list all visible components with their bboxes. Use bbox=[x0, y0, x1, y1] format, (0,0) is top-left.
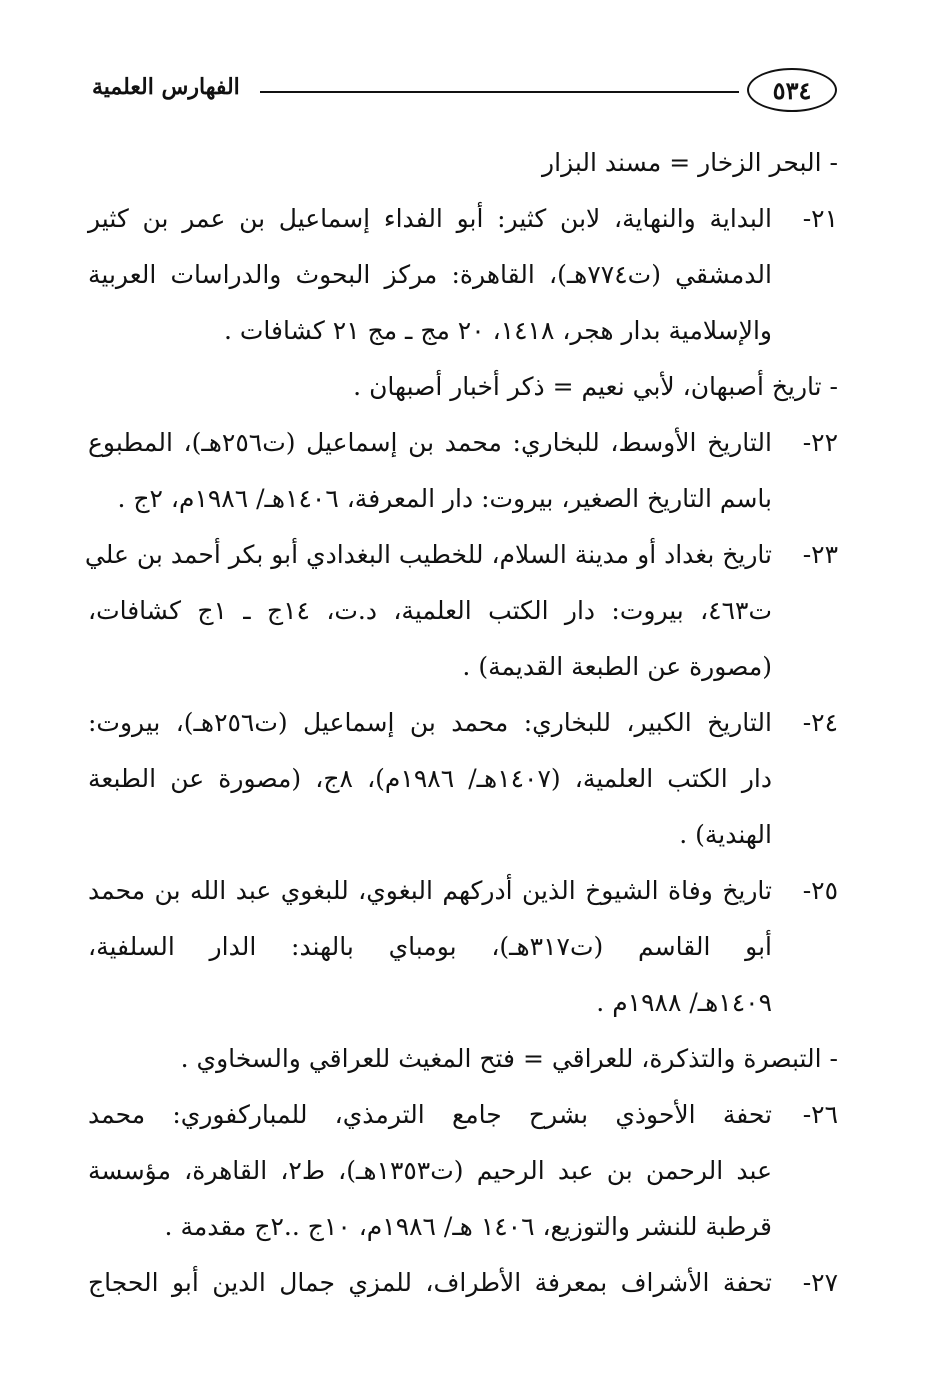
header-divider bbox=[260, 91, 739, 93]
running-title: الفهارس العلمية bbox=[92, 74, 240, 100]
entry-text: البداية والنهاية، لابن كثير: أبو الفداء إسماعيل بن عمر بن كثير الدمشقي (ت٧٧٤هـ)، القاهرة: مركز البحوث والدراسات العربية والإسلامية بدار هجر، ١٤١٨، ٢٠ مج ـ مج ٢١ كشافات . bbox=[88, 204, 772, 345]
entry-text: التاريخ الكبير، للبخاري: محمد بن إسماعيل (ت٢٥٦هـ)، بيروت: دار الكتب العلمية، (١٤٠٧هـ/ ١٩٨٦م)، ٨ج، (مصورة عن الطبعة الهندية) . bbox=[88, 708, 773, 849]
entry-number: ٢٤- bbox=[802, 708, 838, 737]
cross-reference: - تاريخ أصبهان، لأبي نعيم = ذكر أخبار أصبهان . bbox=[353, 372, 838, 401]
page-header bbox=[92, 68, 837, 116]
entry-text: تاريخ بغداد أو مدينة السلام، للخطيب البغدادي أبو بكر أحمد بن علي ت٤٦٣، بيروت: دار الكتب العلمية، د.ت، ١٤ج ـ ١ج كشافات، (مصورة عن الطبعة القديمة) . bbox=[84, 540, 773, 681]
entry-number: ٢٥- bbox=[802, 876, 838, 905]
entry-text: التاريخ الأوسط، للبخاري: محمد بن إسماعيل (ت٢٥٦هـ)، المطبوع باسم التاريخ الصغير، بيروت: دار المعرفة، ١٤٠٦هـ/ ١٩٨٦م، ٢ج . bbox=[88, 428, 772, 513]
cross-reference: - البحر الزخار = مسند البزار bbox=[542, 148, 838, 177]
bibliography-entry bbox=[88, 1087, 838, 1255]
bibliography-entry bbox=[84, 527, 838, 695]
page-number: ٥٣٤ bbox=[747, 68, 837, 112]
bibliography-entry bbox=[88, 415, 838, 527]
bibliography-entry bbox=[88, 191, 838, 359]
entry-number: ٢٧- bbox=[802, 1268, 838, 1297]
bibliography-entry bbox=[88, 1255, 838, 1311]
entry-text: تحفة الأحوذي بشرح جامع الترمذي، للمباركفوري: محمد عبد الرحمن بن عبد الرحيم (ت١٣٥٣هـ)، ط٢، القاهرة، مؤسسة قرطبة للنشر والتوزيع، ١٤٠٦ هـ/ ١٩٨٦م، ١٠ج ..٢ج مقدمة . bbox=[88, 1100, 772, 1241]
entry-number: ٢٦- bbox=[802, 1100, 838, 1129]
entry-text: تاريخ وفاة الشيوخ الذين أدركهم البغوي، للبغوي عبد الله بن محمد أبو القاسم (ت٣١٧هـ)، بومباي بالهند: الدار السلفية، ١٤٠٩هـ/ ١٩٨٨م . bbox=[88, 876, 772, 1017]
cross-reference: - التبصرة والتذكرة، للعراقي = فتح المغيث للعراقي والسخاوي . bbox=[180, 1044, 838, 1073]
entry-number: ٢٣- bbox=[802, 540, 838, 569]
entry-text: تحفة الأشراف بمعرفة الأطراف، للمزي جمال الدين أبو الحجاج bbox=[88, 1268, 772, 1297]
entry-number: ٢٢- bbox=[802, 428, 838, 457]
bibliography-entry bbox=[88, 863, 838, 1031]
bibliography-entry bbox=[88, 695, 838, 863]
entry-number: ٢١- bbox=[802, 204, 838, 233]
bibliography-list bbox=[84, 135, 838, 1311]
